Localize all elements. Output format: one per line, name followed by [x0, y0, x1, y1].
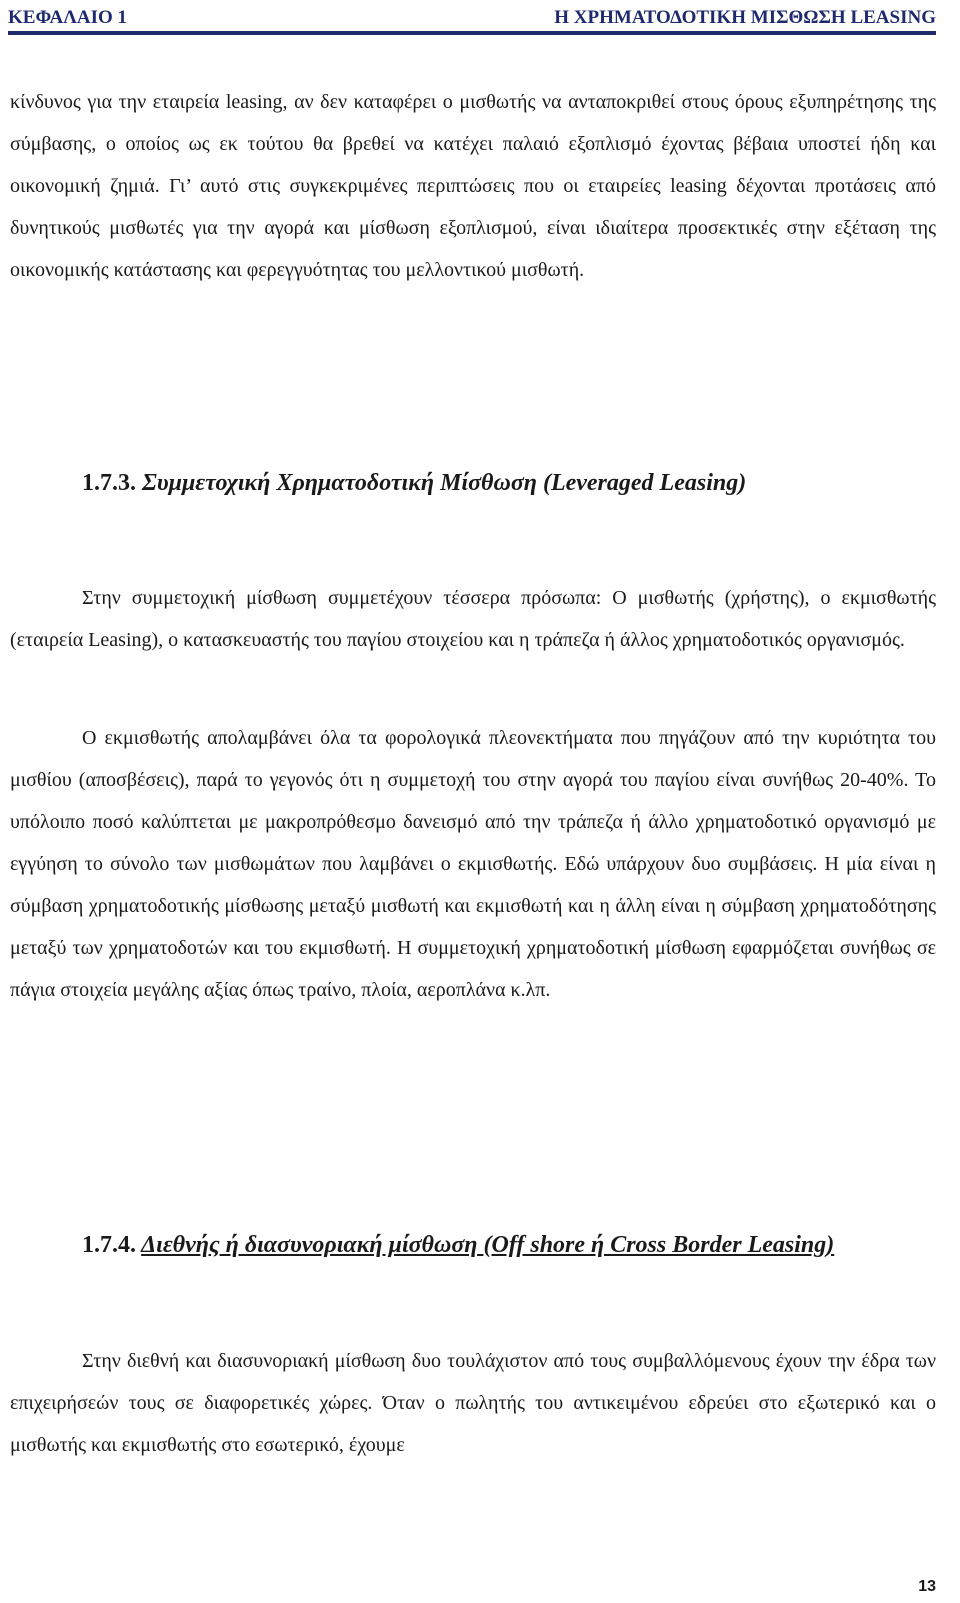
paragraph-continuation: κίνδυνος για την εταιρεία leasing, αν δεν καταφέρει ο μισθωτής να ανταποκριθεί στους όρους εξυπηρέτησης της σύμβασης, ο οποίος ως εκ τούτου θα βρεθεί να κατέχει παλαιό εξοπλισμό έχοντας βέβαια υποστεί ήδη και οικονομική ζημιά. Γι’ αυτό στις συγκεκριμένες περιπτώσεις που οι εταιρείες leasing δέχονται προτάσεις από δυνητικούς μισθωτές για την αγορά και μίσθωση εξοπλισμού, είναι ιδιαίτερα προσεκτικές στην εξέταση της οικονομικής κατάστασης και φερεγγυότητας του μελλοντικού μισθωτή.	[10, 91, 936, 281]
section-number: 1.7.4.	[82, 1232, 136, 1258]
chapter-label: ΚΕΦΑΛΑΙΟ 1	[8, 6, 128, 28]
paragraph-participants: Στην συμμετοχική μίσθωση συμμετέχουν τέσσερα πρόσωπα: Ο μισθωτής (χρήστης), ο εκμισθωτής (εταιρεία Leasing), ο κατασκευαστής του παγίου στοιχείου και η τράπεζα ή άλλος χρηματοδοτικός οργανισμός.	[10, 587, 936, 651]
section-title-text: Διεθνής ή διασυνοριακή μίσθωση (Off shore ή Cross Border Leasing)	[141, 1232, 835, 1258]
section-heading-1-7-3	[82, 470, 936, 497]
paragraph-lessor-benefits: Ο εκμισθωτής απολαμβάνει όλα τα φορολογικά πλεονεκτήματα που πηγάζουν από την κυριότητα του μισθίου (αποσβέσεις), παρά το γεγονός ότι η συμμετοχή του στην αγορά του παγίου είναι συνήθως 20-40%. Το υπόλοιπο ποσό καλύπτεται με μακροπρόθεσμο δανεισμό από την τράπεζα ή άλλο χρηματοδοτικό οργανισμό με εγγύηση το σύνολο των μισθωμάτων που λαμβάνει ο εκμισθωτής. Εδώ υπάρχουν δυο συμβάσεις. Η μία είναι η σύμβαση χρηματοδοτικής μίσθωσης μεταξύ μισθωτή και εκμισθωτή και η άλλη είναι η σύμβαση χρηματοδότησης μεταξύ των χρηματοδοτών και του εκμισθωτή. Η συμμετοχική χρηματοδοτική μίσθωση εφαρμόζεται συνήθως σε πάγια στοιχεία μεγάλης αξίας όπως τραίνο, πλοία, αεροπλάνα κ.λπ.	[10, 727, 936, 1001]
paragraph-cross-border: Στην διεθνή και διασυνοριακή μίσθωση δυο τουλάχιστον από τους συμβαλλόμενους έχουν την έδρα των επιχειρήσεών τους σε διαφορετικές χώρες. Όταν ο πωλητής του αντικειμένου εδρεύει στο εξωτερικό και ο μισθωτής και εκμισθωτής στο εσωτερικό, έχουμε	[10, 1350, 936, 1456]
section-heading-1-7-4	[82, 1232, 936, 1259]
page-header	[8, 4, 936, 35]
chapter-title: Η ΧΡΗΜΑΤΟΔΟΤΙΚΗ ΜΙΣΘΩΣΗ LEASING	[554, 6, 936, 28]
section-title-text: Συμμετοχική Χρηματοδοτική Μίσθωση (Leveraged Leasing)	[142, 470, 747, 496]
section-number: 1.7.3.	[82, 470, 136, 496]
page-number: 13	[918, 1578, 936, 1595]
